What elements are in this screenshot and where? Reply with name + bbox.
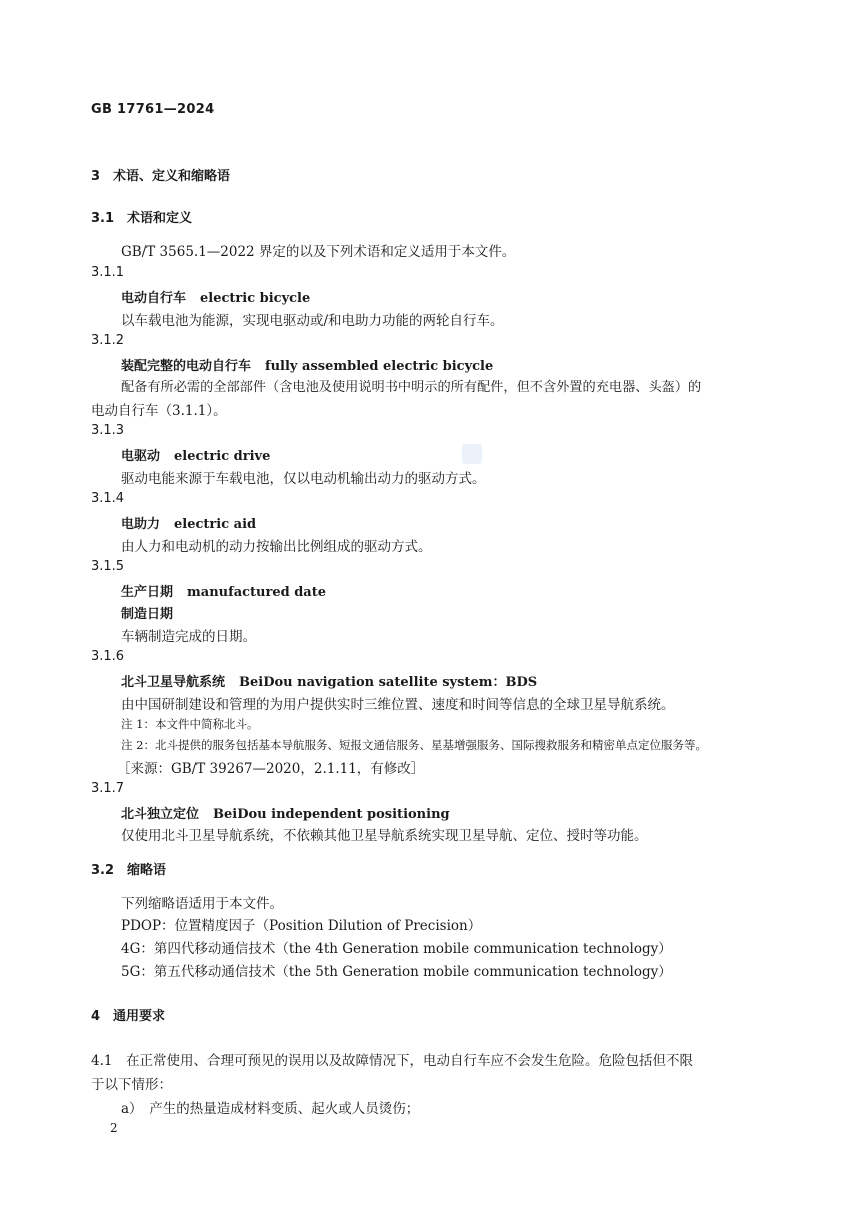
term-3-1-1-title <box>121 287 310 306</box>
term-3-1-5-en: manufactured date <box>187 585 327 600</box>
term-3-1-5-definition: 车辆制造完成的日期。 <box>121 629 256 645</box>
term-3-1-5-number: 3.1.5 <box>91 559 125 574</box>
abbreviation-pdop: PDOP：位置精度因子（Position Dilution of Precision） <box>121 918 482 934</box>
term-3-1-3-zh: 电驱动 <box>121 449 161 464</box>
section-3-2-heading: 3.2 缩略语 <box>91 863 167 878</box>
term-3-1-1-definition: 以车载电池为能源，实现电驱动或/和电助力功能的两轮自行车。 <box>121 313 504 329</box>
term-3-1-3-definition: 驱动电能来源于车载电池，仅以电动机输出动力的驱动方式。 <box>121 471 486 487</box>
term-3-1-4-title <box>121 513 256 532</box>
term-3-1-6-en: BeiDou navigation satellite system：BDS <box>239 675 538 690</box>
clause-4-1-item-a: a） 产生的热量造成材料变质、起火或人员烫伤； <box>121 1101 420 1117</box>
term-3-1-1-number: 3.1.1 <box>91 265 125 280</box>
section-3-1-heading: 3.1 术语和定义 <box>91 211 193 226</box>
term-3-1-3-number: 3.1.3 <box>91 423 125 438</box>
term-3-1-7-title <box>121 803 450 822</box>
watermark-logo <box>462 444 482 464</box>
term-3-1-6-number: 3.1.6 <box>91 649 125 664</box>
term-3-1-6-source: ［来源：GB/T 39267—2020，2.1.11，有修改］ <box>117 761 425 777</box>
term-3-1-7-number: 3.1.7 <box>91 781 125 796</box>
term-3-1-2-zh: 装配完整的电动自行车 <box>121 359 252 374</box>
term-3-1-2-definition-line1: 配备有所必需的全部部件（含电池及使用说明书中明示的所有配件，但不含外置的充电器、头盔）的 <box>121 380 702 395</box>
term-3-1-6-zh: 北斗卫星导航系统 <box>121 675 226 690</box>
term-3-1-7-zh: 北斗独立定位 <box>121 807 200 822</box>
term-3-1-2-definition-line2: 电动自行车（3.1.1）。 <box>91 403 227 419</box>
term-3-1-1-zh: 电动自行车 <box>121 291 187 306</box>
section-4-heading: 4 通用要求 <box>91 1009 166 1024</box>
term-3-1-7-en: BeiDou independent positioning <box>213 807 450 822</box>
clause-4-1-line2: 于以下情形： <box>91 1077 172 1093</box>
term-3-1-5-alt-term: 制造日期 <box>121 607 174 622</box>
page-number: 2 <box>110 1121 118 1135</box>
section-3-2-intro: 下列缩略语适用于本文件。 <box>121 896 283 912</box>
term-3-1-2-title <box>121 355 493 374</box>
term-3-1-3-title <box>121 445 270 464</box>
term-3-1-4-definition: 由人力和电动机的动力按输出比例组成的驱动方式。 <box>121 539 432 555</box>
term-3-1-2-number: 3.1.2 <box>91 333 125 348</box>
term-3-1-1-en: electric bicycle <box>200 291 311 306</box>
section-3-1-intro: GB/T 3565.1—2022 界定的以及下列术语和定义适用于本文件。 <box>121 244 516 260</box>
term-3-1-4-zh: 电助力 <box>121 517 161 532</box>
term-3-1-3-en: electric drive <box>174 449 271 464</box>
term-3-1-5-zh: 生产日期 <box>121 585 174 600</box>
term-3-1-4-number: 3.1.4 <box>91 491 125 506</box>
abbreviation-5g: 5G：第五代移动通信技术（the 5th Generation mobile communication technology） <box>121 964 672 980</box>
standard-number: GB 17761—2024 <box>91 102 215 117</box>
term-3-1-6-definition: 由中国研制建设和管理的为用户提供实时三维位置、速度和时间等信息的全球卫星导航系统。 <box>121 697 675 713</box>
term-3-1-5-title <box>121 581 326 600</box>
clause-4-1-line1: 4.1 在正常使用、合理可预见的误用以及故障情况下，电动自行车应不会发生危险。危险包括但不限 <box>91 1053 693 1069</box>
term-3-1-6-title <box>121 671 537 690</box>
term-3-1-7-definition: 仅使用北斗卫星导航系统，不依赖其他卫星导航系统实现卫星导航、定位、授时等功能。 <box>121 828 648 844</box>
abbreviation-4g: 4G：第四代移动通信技术（the 4th Generation mobile communication technology） <box>121 941 672 957</box>
term-3-1-4-en: electric aid <box>174 517 257 532</box>
term-3-1-2-en: fully assembled electric bicycle <box>265 359 494 374</box>
term-3-1-6-note-1: 注 1：本文件中简称北斗。 <box>121 717 259 731</box>
section-3-heading: 3 术语、定义和缩略语 <box>91 169 231 184</box>
term-3-1-6-note-2: 注 2：北斗提供的服务包括基本导航服务、短报文通信服务、星基增强服务、国际搜救服务和精密单点定位服务等。 <box>121 738 707 752</box>
